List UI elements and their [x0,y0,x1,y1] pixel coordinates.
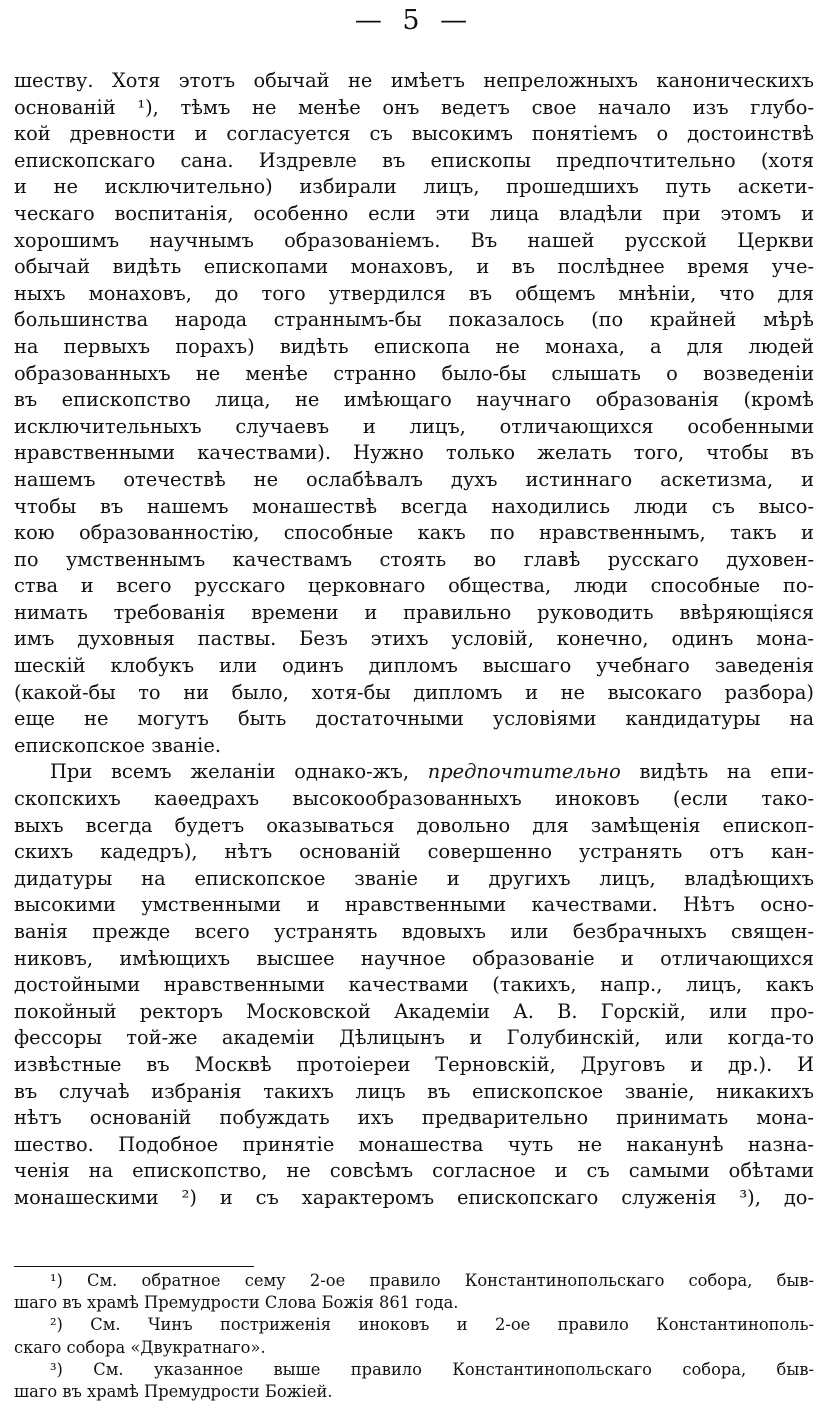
text-line: большинства народа страннымъ-бы показалось (по крайней мѣрѣ [14,308,814,332]
text-line: шеству. Хотя этотъ обычай не имѣетъ непреложныхъ каноническихъ [14,69,814,92]
text-line: достойными нравственными качествами (такихъ, напр., лицъ, какъ [14,973,814,997]
text-line: ческаго воспитанія, особенно если эти лица владѣли при этомъ и [14,201,814,225]
text-line: кою образованностію, способные какъ по нравственнымъ, такъ и [14,521,814,545]
text-line: на первыхъ порахъ) видѣть епископа не монаха, а для людей [14,334,814,358]
emphasis: предпочтительно [427,760,621,784]
text-line: обычай видѣть епископами монаховъ, и въ послѣднее время уче- [14,255,814,279]
text-line: и не исключительно) избирали лицъ, прошедшихъ путь аскети- [14,175,814,199]
text-line: еще не могутъ быть достаточными условіями кандидатуры на [14,707,814,731]
text-line: нѣтъ основаній побуждать ихъ предварительно принимать мона- [14,1106,814,1130]
page-number: — 5 — [354,5,474,36]
footnote-line: ³) См. указанное выше правило Константинопольскаго собора, быв- [50,1359,814,1379]
footnote-divider [14,1266,254,1267]
footnote-line: шаго въ храмѣ Премудрости Слова Божія 861 года. [14,1293,459,1313]
text-line: ныхъ монаховъ, до того утвердился въ общемъ мнѣніи, что для [14,281,814,305]
text-line: скопскихъ каѳедрахъ высокообразованныхъ иноковъ (если тако- [14,787,814,811]
text-line: хорошимъ научнымъ образованіемъ. Въ нашей русской Церкви [14,228,814,252]
text-line: въ епископство лица, не имѣющаго научнаго образованія (кромѣ [14,388,814,412]
text-line: епископскаго сана. Издревле въ епископы предпочтительно (хотя [14,148,814,172]
text-line: ства и всего русскаго церковнаго общества, люди способные по- [14,574,814,598]
text-line: по умственнымъ качествамъ стоять во главѣ русскаго духовен- [14,547,814,571]
text-line: имъ духовныя паствы. Безъ этихъ условій, конечно, одинъ мона- [14,627,814,651]
text-line: шескій клобукъ или одинъ дипломъ высшаго учебнаго заведенія [14,654,814,678]
text-run: При всемъ желаніи однако-жъ, [50,760,428,784]
text-line: епископское званіе. [14,733,222,757]
text-line: кой древности и согласуется съ высокимъ понятіемъ о достоинствѣ [14,122,814,146]
text-line: шество. Подобное принятіе монашества чуть не наканунѣ назна- [14,1132,814,1156]
text-line: исключительныхъ случаевъ и лицъ, отличающихся особенными [14,414,814,438]
text-line: образованныхъ не менѣе странно было-бы слышать о возведеніи [14,361,814,385]
text-run: видѣть на епи- [620,760,814,784]
footnote-line: ²) См. Чинъ постриженія иноковъ и 2-ое правило Константинополь- [50,1315,814,1335]
text-line: нимать требованія времени и правильно руководить ввѣряющіяся [14,600,814,624]
text-line: извѣстные въ Москвѣ протоіереи Терновскій, Друговъ и др.). И [14,1052,814,1076]
text-line: чтобы въ нашемъ монашествѣ всегда находились люди съ высо- [14,494,814,518]
text-line: скихъ кадедръ), нѣтъ основаній совершенно устранять отъ кан- [14,840,814,864]
footnote-line: скаго собора «Двукратнаго». [14,1337,266,1357]
footnote-line: ¹) См. обратное сему 2-ое правило Константинопольскаго собора, быв- [50,1271,814,1290]
text-line: ченія на епископство, не совсѣмъ согласное и съ самыми обѣтами [14,1159,814,1183]
text-line: никовъ, имѣющихъ высшее научное образованіе и отличающихся [14,946,814,970]
footnotes [14,1270,814,1403]
text-line: ванія прежде всего устранять вдовыхъ или безбрачныхъ священ- [14,920,814,943]
text-line: въ случаѣ избранія такихъ лицъ въ епископское званіе, никакихъ [14,1079,814,1103]
text-line: нравственными качествами). Нужно только желать того, чтобы въ [14,441,814,465]
text-line: нашемъ отечествѣ не ослабѣвалъ духъ истиннаго аскетизма, и [14,467,814,491]
text-line: выхъ всегда будетъ оказываться довольно для замѣщенія епископ- [14,813,814,837]
text-line: дидатуры на епископское званіе и другихъ лицъ, владѣющихъ [14,866,814,890]
text-line [14,759,814,786]
text-line: высокими умственными и нравственными качествами. Нѣтъ осно- [14,893,814,917]
text-line: покойный ректоръ Московской Академіи А. В. Горскій, или про- [14,999,814,1023]
body-text [14,68,814,1212]
text-line: (какой-бы то ни было, хотя-бы дипломъ и не высокаго разбора) [14,680,814,704]
text-line: монашескими ²) и съ характеромъ епископскаго служенія ³), до- [14,1185,814,1209]
footnote-line: шаго въ храмѣ Премудрости Божіей. [14,1381,333,1401]
text-line: фессоры той-же академіи Дѣлицынъ и Голубинскій, или когда-то [14,1026,814,1050]
text-line: основаній ¹), тѣмъ не менѣе онъ ведетъ свое начало изъ глубо- [14,95,814,119]
